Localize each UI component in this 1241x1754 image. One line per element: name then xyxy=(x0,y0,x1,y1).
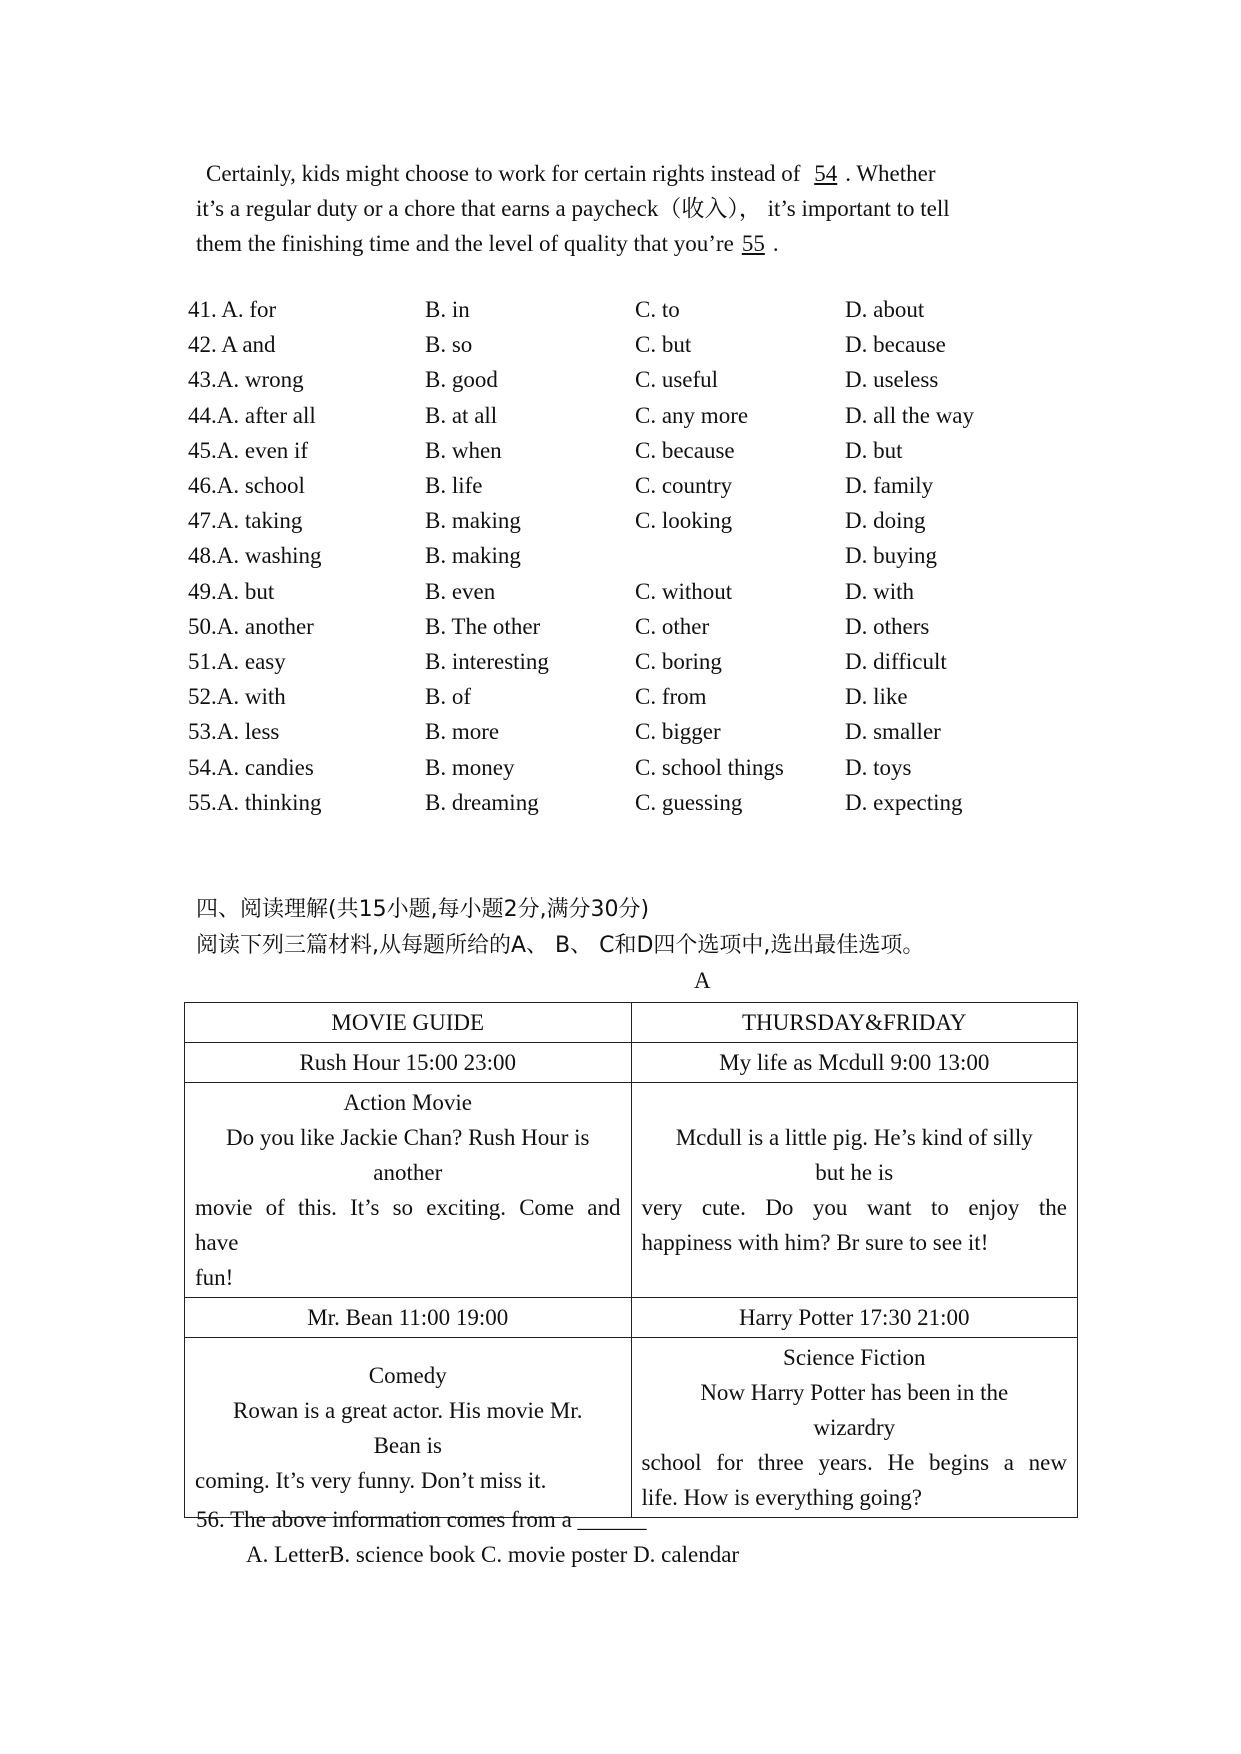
blank-55: 55 xyxy=(741,231,765,256)
movie-desc-line: have xyxy=(195,1230,239,1255)
movie-title-harry-potter: Harry Potter 17:30 21:00 xyxy=(631,1298,1078,1338)
option-b: B. good xyxy=(425,367,498,393)
table-row xyxy=(185,1083,1078,1298)
movie-desc-harry-potter xyxy=(631,1338,1078,1518)
option-a: 49.A. but xyxy=(188,578,275,604)
option-d: D. because xyxy=(845,332,946,358)
option-a: 52.A. with xyxy=(188,684,286,710)
movie-title-mcdull: My life as Mcdull 9:00 13:00 xyxy=(631,1043,1078,1083)
option-d: D. useless xyxy=(845,367,939,393)
option-b: B. The other xyxy=(425,613,541,639)
option-d: D. like xyxy=(845,684,908,710)
option-b: B. of xyxy=(425,684,471,710)
passage-text: Certainly, kids might choose to work for certain rights instead of xyxy=(206,161,807,186)
movie-desc-line: Do you like Jackie Chan? Rush Hour is xyxy=(226,1125,590,1150)
option-c: C. country xyxy=(635,473,733,498)
option-a: 44.A. after all xyxy=(188,402,316,428)
movie-desc-line: life. How is everything going? xyxy=(641,1485,922,1510)
movie-desc-mr-bean xyxy=(185,1338,632,1518)
movie-desc-mcdull xyxy=(631,1083,1078,1298)
option-a: 42. A and xyxy=(188,332,276,358)
option-c: C. boring xyxy=(635,649,722,674)
passage-text: . Whether xyxy=(845,161,936,186)
option-a: 45.A. even if xyxy=(188,437,309,463)
movie-desc-line: Mcdull is a little pig. He’s kind of silly xyxy=(675,1125,1033,1150)
table-header-row xyxy=(185,1003,1078,1043)
passage-text: . xyxy=(772,231,779,256)
option-d: D. with xyxy=(845,578,914,604)
option-d: D. difficult xyxy=(845,649,947,674)
option-b: B. in xyxy=(425,297,470,322)
option-c: C. because xyxy=(635,437,735,463)
option-b: B. so xyxy=(425,332,473,358)
movie-desc-line: wizardry xyxy=(813,1415,896,1440)
movie-genre: Science Fiction xyxy=(783,1345,926,1370)
option-c: C. guessing xyxy=(635,789,743,815)
option-d: D. family xyxy=(845,473,934,498)
option-c: C. useful xyxy=(635,367,719,393)
option-a: 41. A. for xyxy=(188,297,277,322)
part-label: A xyxy=(694,968,711,993)
option-b: B. life xyxy=(425,473,483,498)
option-b: B. making xyxy=(425,543,521,569)
passage-text: them the finishing time and the level of quality that you’re xyxy=(196,231,734,256)
movie-genre: Action Movie xyxy=(343,1090,472,1115)
option-c: C. from xyxy=(635,684,707,710)
option-b: B. dreaming xyxy=(425,789,539,815)
option-b: B. more xyxy=(425,719,500,745)
movie-desc-line: movie of this. It’s so exciting. Come and xyxy=(195,1195,621,1220)
option-b: B. interesting xyxy=(425,649,549,674)
table-row xyxy=(185,1298,1078,1338)
option-a: 43.A. wrong xyxy=(188,367,304,393)
option-d: D. buying xyxy=(845,543,937,569)
movie-desc-line: coming. It’s very funny. Don’t miss it. xyxy=(195,1467,547,1493)
movie-desc-line: Bean is xyxy=(373,1432,442,1458)
movie-desc-line: another xyxy=(373,1160,443,1185)
movie-desc-line: Now Harry Potter has been in the xyxy=(700,1380,1009,1405)
movie-genre: Comedy xyxy=(368,1362,447,1388)
passage-line-1 xyxy=(206,156,935,191)
option-c: C. but xyxy=(635,332,692,358)
movie-desc-line: Rowan is a great actor. His movie Mr. xyxy=(233,1397,583,1423)
option-a: 48.A. washing xyxy=(188,543,322,569)
option-a: 53.A. less xyxy=(188,719,280,745)
option-d: D. but xyxy=(845,437,903,463)
option-c: C. to xyxy=(635,297,680,322)
header-movie-guide: MOVIE GUIDE xyxy=(185,1003,632,1043)
option-c: C. any more xyxy=(635,402,749,428)
option-c: C. bigger xyxy=(635,719,721,745)
option-d: D. others xyxy=(845,613,930,639)
movie-title-mr-bean: Mr. Bean 11:00 19:00 xyxy=(185,1298,632,1338)
option-b: B. making xyxy=(425,508,521,534)
movie-desc-line: happiness with him? Br sure to see it! xyxy=(641,1230,989,1255)
option-a: 55.A. thinking xyxy=(188,789,322,815)
option-c: C. without xyxy=(635,578,733,604)
question-56-choices: A. LetterB. science book C. movie poster D. calendar xyxy=(246,1542,740,1567)
movie-desc-line: school for three years. He begins a new xyxy=(641,1450,1067,1475)
section-instruction: 阅读下列三篇材料,从每题所给的A、 B、 C和D四个选项中,选出最佳选项。 xyxy=(196,933,925,958)
movie-desc-line: fun! xyxy=(195,1265,234,1290)
blank-54: 54 xyxy=(814,161,838,186)
question-56-stem: 56. The above information comes from a ______ xyxy=(196,1507,647,1532)
option-a: 50.A. another xyxy=(188,613,314,639)
option-b: B. even xyxy=(425,578,496,604)
movie-guide-table xyxy=(184,1002,1078,1518)
option-a: 46.A. school xyxy=(188,473,305,498)
option-a: 51.A. easy xyxy=(188,649,286,674)
option-c: C. looking xyxy=(635,508,733,534)
table-row xyxy=(185,1043,1078,1083)
option-b: B. at all xyxy=(425,402,498,428)
movie-desc-line: very cute. Do you want to enjoy the xyxy=(641,1195,1067,1220)
option-b: B. when xyxy=(425,437,502,463)
section-heading: 四、阅读理解(共15小题,每小题2分,满分30分) xyxy=(196,897,650,922)
passage-line-2: it’s a regular duty or a chore that earns a paycheck（收入）， it’s important to tell xyxy=(196,196,950,221)
passage-line-3 xyxy=(196,226,779,261)
option-d: D. toys xyxy=(845,754,912,780)
option-d: D. doing xyxy=(845,508,926,534)
option-a: 47.A. taking xyxy=(188,508,303,534)
option-d: D. expecting xyxy=(845,789,963,815)
option-d: D. smaller xyxy=(845,719,941,745)
option-c: C. school things xyxy=(635,754,784,780)
movie-desc-rush-hour xyxy=(185,1083,632,1298)
movie-desc-line: but he is xyxy=(815,1160,894,1185)
option-b: B. money xyxy=(425,754,515,780)
header-days: THURSDAY&FRIDAY xyxy=(631,1003,1078,1043)
movie-title-rush-hour: Rush Hour 15:00 23:00 xyxy=(185,1043,632,1083)
option-c: C. other xyxy=(635,613,710,639)
option-d: D. all the way xyxy=(845,402,975,428)
option-a: 54.A. candies xyxy=(188,754,314,780)
option-d: D. about xyxy=(845,297,925,322)
table-row xyxy=(185,1338,1078,1518)
